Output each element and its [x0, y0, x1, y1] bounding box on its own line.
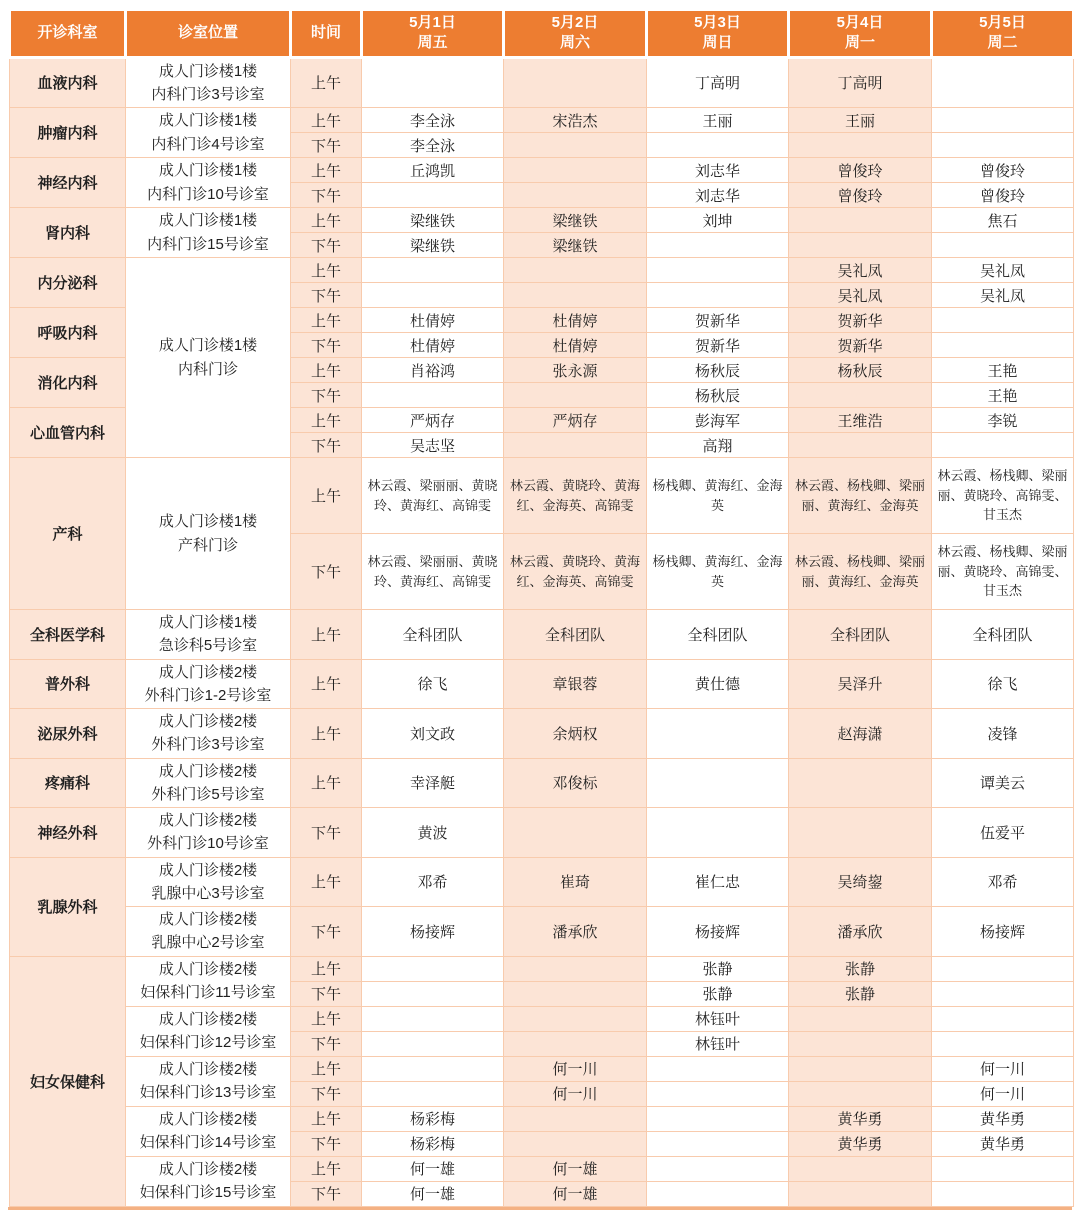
table-row: [10, 956, 1074, 981]
time-cell: 上午: [291, 1056, 362, 1081]
schedule-cell: 曾俊玲: [932, 158, 1074, 183]
table-row: [10, 709, 1074, 759]
table-row: [10, 758, 1074, 808]
table-row: [10, 1156, 1074, 1181]
schedule-cell: [789, 208, 932, 233]
header-location: [126, 10, 291, 58]
schedule-cell: [362, 258, 504, 283]
header-row: [10, 10, 1074, 58]
schedule-cell: 李全泳: [362, 133, 504, 158]
department-cell: 神经外科: [10, 808, 126, 858]
schedule-cell: [647, 258, 789, 283]
department-cell: 普外科: [10, 659, 126, 709]
schedule-cell: [647, 808, 789, 858]
schedule-cell: 林云霞、杨栈卿、梁丽丽、黄晓玲、高锦雯、甘玉杰: [932, 534, 1074, 610]
time-cell: 下午: [291, 1081, 362, 1106]
schedule-cell: 王维浩: [789, 408, 932, 433]
schedule-cell: 刘坤: [647, 208, 789, 233]
schedule-cell: 黄华勇: [789, 1131, 932, 1156]
schedule-cell: 黄仕德: [647, 659, 789, 709]
header-day-4: 5月4日 周一: [789, 10, 932, 58]
schedule-cell: 王丽: [789, 108, 932, 133]
time-cell: 下午: [291, 1131, 362, 1156]
schedule-cell: [504, 808, 647, 858]
schedule-cell: [932, 1156, 1074, 1181]
schedule-cell: [932, 133, 1074, 158]
header-day-3: 5月3日 周日: [647, 10, 789, 58]
schedule-cell: 严炳存: [362, 408, 504, 433]
schedule-cell: [647, 709, 789, 759]
schedule-cell: [362, 956, 504, 981]
time-cell: 上午: [291, 358, 362, 383]
schedule-cell: 焦石: [932, 208, 1074, 233]
location-cell: 成人门诊楼2楼 妇保科门诊14号诊室: [126, 1106, 291, 1156]
schedule-cell: 黄华勇: [932, 1106, 1074, 1131]
schedule-cell: [647, 1156, 789, 1181]
schedule-table-wrap: [8, 8, 1072, 1210]
schedule-cell: [789, 383, 932, 408]
department-cell: 肾内科: [10, 208, 126, 258]
department-cell: 内分泌科: [10, 258, 126, 308]
schedule-cell: 张静: [789, 981, 932, 1006]
schedule-cell: 张静: [647, 956, 789, 981]
location-cell: 成人门诊楼1楼 内科门诊3号诊室: [126, 57, 291, 108]
schedule-cell: 王艳: [932, 383, 1074, 408]
department-cell: 呼吸内科: [10, 308, 126, 358]
schedule-cell: [362, 383, 504, 408]
schedule-cell: [647, 233, 789, 258]
location-cell: 成人门诊楼2楼 外科门诊5号诊室: [126, 758, 291, 808]
schedule-cell: 杨秋辰: [647, 383, 789, 408]
schedule-cell: 吴礼凤: [932, 258, 1074, 283]
schedule-cell: 全科团队: [932, 610, 1074, 660]
schedule-cell: 杨栈卿、黄海红、金海英: [647, 534, 789, 610]
schedule-cell: 杨接辉: [932, 907, 1074, 957]
schedule-cell: [362, 283, 504, 308]
schedule-cell: 林云霞、杨栈卿、梁丽丽、黄晓玲、高锦雯、甘玉杰: [932, 458, 1074, 534]
schedule-cell: 黄华勇: [932, 1131, 1074, 1156]
table-row: [10, 659, 1074, 709]
header-department: [10, 10, 126, 58]
schedule-cell: 吴志坚: [362, 433, 504, 458]
table-header: [10, 10, 1074, 58]
schedule-cell: 何一雄: [504, 1156, 647, 1181]
schedule-cell: [362, 981, 504, 1006]
header-department-label: 开诊科室: [37, 24, 98, 42]
schedule-cell: 彭海军: [647, 408, 789, 433]
table-row: [10, 857, 1074, 907]
location-cell: 成人门诊楼2楼 妇保科门诊15号诊室: [126, 1156, 291, 1206]
schedule-cell: 高翔: [647, 433, 789, 458]
schedule-cell: 林云霞、梁丽丽、黄晓玲、黄海红、高锦雯: [362, 534, 504, 610]
schedule-cell: 杨秋辰: [647, 358, 789, 383]
schedule-cell: 赵海潇: [789, 709, 932, 759]
schedule-cell: 林云霞、梁丽丽、黄晓玲、黄海红、高锦雯: [362, 458, 504, 534]
header-location-label: 诊室位置: [177, 24, 238, 42]
time-cell: 下午: [291, 1031, 362, 1056]
schedule-cell: 黄波: [362, 808, 504, 858]
schedule-cell: [932, 981, 1074, 1006]
schedule-cell: 谭美云: [932, 758, 1074, 808]
department-cell: 乳腺外科: [10, 857, 126, 956]
time-cell: 上午: [291, 857, 362, 907]
time-cell: 下午: [291, 283, 362, 308]
location-cell: 成人门诊楼1楼 内科门诊: [126, 258, 291, 458]
schedule-cell: [504, 981, 647, 1006]
location-cell: 成人门诊楼1楼 内科门诊10号诊室: [126, 158, 291, 208]
location-cell: 成人门诊楼2楼 乳腺中心2号诊室: [126, 907, 291, 957]
schedule-cell: 丘鸿凯: [362, 158, 504, 183]
time-cell: 上午: [291, 408, 362, 433]
schedule-cell: 林钰叶: [647, 1006, 789, 1031]
department-cell: 肿瘤内科: [10, 108, 126, 158]
schedule-cell: 丁高明: [647, 57, 789, 108]
schedule-cell: [932, 956, 1074, 981]
schedule-cell: [647, 133, 789, 158]
schedule-cell: 张静: [789, 956, 932, 981]
department-cell: 神经内科: [10, 158, 126, 208]
location-cell: 成人门诊楼2楼 妇保科门诊13号诊室: [126, 1056, 291, 1106]
schedule-cell: [504, 158, 647, 183]
schedule-cell: 贺新华: [789, 333, 932, 358]
schedule-cell: 林云霞、黄晓玲、黄海红、金海英、高锦雯: [504, 534, 647, 610]
schedule-cell: [504, 1131, 647, 1156]
schedule-cell: 杨接辉: [362, 907, 504, 957]
table-row: [10, 907, 1074, 957]
location-cell: 成人门诊楼2楼 乳腺中心3号诊室: [126, 857, 291, 907]
schedule-cell: 何一川: [504, 1056, 647, 1081]
schedule-cell: 林云霞、杨栈卿、梁丽丽、黄海红、金海英: [789, 458, 932, 534]
schedule-cell: [647, 758, 789, 808]
schedule-cell: [932, 57, 1074, 108]
schedule-cell: [504, 956, 647, 981]
schedule-cell: [504, 1031, 647, 1056]
schedule-cell: 杜倩婷: [362, 308, 504, 333]
schedule-cell: [647, 1181, 789, 1206]
department-cell: 血液内科: [10, 57, 126, 108]
schedule-cell: 何一雄: [362, 1156, 504, 1181]
schedule-cell: 贺新华: [647, 308, 789, 333]
schedule-cell: [932, 1031, 1074, 1056]
table-row: [10, 1106, 1074, 1131]
schedule-cell: [647, 1056, 789, 1081]
schedule-cell: 李全泳: [362, 108, 504, 133]
schedule-cell: 何一雄: [362, 1181, 504, 1206]
schedule-cell: [932, 1006, 1074, 1031]
location-cell: 成人门诊楼1楼 内科门诊15号诊室: [126, 208, 291, 258]
schedule-cell: [789, 1081, 932, 1106]
schedule-cell: 邓俊标: [504, 758, 647, 808]
time-cell: 上午: [291, 1106, 362, 1131]
schedule-cell: 章银蓉: [504, 659, 647, 709]
schedule-cell: 杜倩婷: [504, 333, 647, 358]
time-cell: 下午: [291, 981, 362, 1006]
schedule-cell: 吴绮鋆: [789, 857, 932, 907]
schedule-cell: [789, 1181, 932, 1206]
schedule-cell: 贺新华: [789, 308, 932, 333]
schedule-cell: [932, 1181, 1074, 1206]
schedule-cell: [504, 183, 647, 208]
schedule-cell: 刘志华: [647, 183, 789, 208]
time-cell: 下午: [291, 133, 362, 158]
schedule-cell: [362, 1081, 504, 1106]
time-cell: 下午: [291, 534, 362, 610]
schedule-cell: [789, 133, 932, 158]
schedule-cell: 梁继铁: [362, 233, 504, 258]
schedule-cell: 幸泽艇: [362, 758, 504, 808]
schedule-cell: 曾俊玲: [932, 183, 1074, 208]
time-cell: 上午: [291, 709, 362, 759]
department-cell: 泌尿外科: [10, 709, 126, 759]
schedule-cell: 邓希: [932, 857, 1074, 907]
schedule-cell: 张静: [647, 981, 789, 1006]
schedule-cell: [932, 233, 1074, 258]
schedule-cell: 王丽: [647, 108, 789, 133]
schedule-cell: 杨栈卿、黄海红、金海英: [647, 458, 789, 534]
schedule-cell: 刘文政: [362, 709, 504, 759]
schedule-cell: 吴礼凤: [789, 258, 932, 283]
schedule-cell: [504, 283, 647, 308]
schedule-cell: [932, 333, 1074, 358]
schedule-cell: [504, 133, 647, 158]
schedule-cell: [789, 1156, 932, 1181]
schedule-cell: 吴礼凤: [932, 283, 1074, 308]
time-cell: 下午: [291, 1181, 362, 1206]
time-cell: 上午: [291, 1156, 362, 1181]
schedule-cell: 潘承欣: [504, 907, 647, 957]
table-row: [10, 458, 1074, 534]
schedule-cell: [789, 808, 932, 858]
time-cell: 下午: [291, 808, 362, 858]
time-cell: 上午: [291, 1006, 362, 1031]
schedule-cell: 杜倩婷: [362, 333, 504, 358]
schedule-cell: 林云霞、杨栈卿、梁丽丽、黄海红、金海英: [789, 534, 932, 610]
location-cell: 成人门诊楼2楼 妇保科门诊12号诊室: [126, 1006, 291, 1056]
table-row: [10, 208, 1074, 233]
schedule-cell: [789, 433, 932, 458]
schedule-cell: 吴礼凤: [789, 283, 932, 308]
schedule-cell: [504, 258, 647, 283]
schedule-cell: [932, 308, 1074, 333]
table-row: [10, 57, 1074, 108]
schedule-cell: 崔仁忠: [647, 857, 789, 907]
schedule-cell: 张永源: [504, 358, 647, 383]
header-day-2: 5月2日 周六: [504, 10, 647, 58]
schedule-cell: 杨彩梅: [362, 1106, 504, 1131]
schedule-cell: 全科团队: [647, 610, 789, 660]
location-cell: 成人门诊楼2楼 妇保科门诊11号诊室: [126, 956, 291, 1006]
time-cell: 上午: [291, 108, 362, 133]
schedule-table: [8, 8, 1075, 1207]
header-time-label: 时间: [310, 24, 341, 42]
table-row: [10, 610, 1074, 660]
schedule-cell: 何一雄: [504, 1181, 647, 1206]
schedule-cell: 杨彩梅: [362, 1131, 504, 1156]
schedule-cell: 杨秋辰: [789, 358, 932, 383]
time-cell: 上午: [291, 308, 362, 333]
schedule-cell: [789, 1006, 932, 1031]
department-cell: 全科医学科: [10, 610, 126, 660]
schedule-cell: 杜倩婷: [504, 308, 647, 333]
department-cell: 妇女保健科: [10, 956, 126, 1206]
schedule-cell: [362, 1056, 504, 1081]
schedule-cell: [789, 758, 932, 808]
schedule-cell: [789, 1056, 932, 1081]
time-cell: 上午: [291, 208, 362, 233]
schedule-cell: [504, 57, 647, 108]
schedule-cell: 全科团队: [362, 610, 504, 660]
location-cell: 成人门诊楼2楼 外科门诊3号诊室: [126, 709, 291, 759]
schedule-cell: 黄华勇: [789, 1106, 932, 1131]
header-day-5: 5月5日 周二: [932, 10, 1074, 58]
time-cell: 下午: [291, 233, 362, 258]
department-cell: 疼痛科: [10, 758, 126, 808]
schedule-cell: [932, 433, 1074, 458]
schedule-cell: [789, 1031, 932, 1056]
table-row: [10, 1006, 1074, 1031]
schedule-cell: [504, 1106, 647, 1131]
schedule-cell: [362, 1006, 504, 1031]
schedule-cell: [504, 1006, 647, 1031]
schedule-cell: 凌锋: [932, 709, 1074, 759]
schedule-cell: [362, 57, 504, 108]
schedule-cell: [647, 1081, 789, 1106]
location-cell: 成人门诊楼2楼 外科门诊10号诊室: [126, 808, 291, 858]
schedule-cell: 梁继铁: [504, 233, 647, 258]
schedule-cell: 宋浩杰: [504, 108, 647, 133]
time-cell: 上午: [291, 57, 362, 108]
schedule-cell: [932, 108, 1074, 133]
schedule-cell: [647, 1106, 789, 1131]
schedule-cell: [504, 433, 647, 458]
schedule-cell: 邓希: [362, 857, 504, 907]
location-cell: 成人门诊楼1楼 内科门诊4号诊室: [126, 108, 291, 158]
location-cell: 成人门诊楼1楼 产科门诊: [126, 458, 291, 610]
time-cell: 下午: [291, 433, 362, 458]
schedule-cell: [647, 1131, 789, 1156]
time-cell: 上午: [291, 458, 362, 534]
schedule-cell: 林云霞、黄晓玲、黄海红、金海英、高锦雯: [504, 458, 647, 534]
schedule-table-body: [10, 57, 1074, 1206]
schedule-cell: [789, 233, 932, 258]
schedule-cell: 徐飞: [932, 659, 1074, 709]
schedule-cell: 贺新华: [647, 333, 789, 358]
time-cell: 上午: [291, 158, 362, 183]
schedule-cell: 全科团队: [504, 610, 647, 660]
schedule-cell: 梁继铁: [362, 208, 504, 233]
schedule-cell: 何一川: [932, 1081, 1074, 1106]
department-cell: 消化内科: [10, 358, 126, 408]
schedule-cell: [504, 383, 647, 408]
schedule-cell: 余炳权: [504, 709, 647, 759]
schedule-cell: 杨接辉: [647, 907, 789, 957]
schedule-cell: 严炳存: [504, 408, 647, 433]
department-cell: 产科: [10, 458, 126, 610]
schedule-cell: [647, 283, 789, 308]
schedule-cell: 曾俊玲: [789, 183, 932, 208]
time-cell: 上午: [291, 659, 362, 709]
time-cell: 下午: [291, 907, 362, 957]
schedule-cell: 全科团队: [789, 610, 932, 660]
time-cell: 下午: [291, 333, 362, 358]
schedule-cell: 梁继铁: [504, 208, 647, 233]
schedule-cell: 刘志华: [647, 158, 789, 183]
schedule-cell: 吴泽升: [789, 659, 932, 709]
time-cell: 下午: [291, 383, 362, 408]
schedule-cell: [362, 183, 504, 208]
time-cell: 下午: [291, 183, 362, 208]
schedule-cell: 李锐: [932, 408, 1074, 433]
schedule-cell: [362, 1031, 504, 1056]
schedule-cell: 崔琦: [504, 857, 647, 907]
schedule-cell: 何一川: [504, 1081, 647, 1106]
schedule-cell: 林钰叶: [647, 1031, 789, 1056]
schedule-cell: 徐飞: [362, 659, 504, 709]
location-cell: 成人门诊楼2楼 外科门诊1-2号诊室: [126, 659, 291, 709]
schedule-cell: 潘承欣: [789, 907, 932, 957]
schedule-cell: 何一川: [932, 1056, 1074, 1081]
table-row: [10, 1056, 1074, 1081]
table-row: [10, 158, 1074, 183]
schedule-cell: 丁高明: [789, 57, 932, 108]
table-row: [10, 108, 1074, 133]
time-cell: 上午: [291, 758, 362, 808]
location-cell: 成人门诊楼1楼 急诊科5号诊室: [126, 610, 291, 660]
table-row: [10, 808, 1074, 858]
schedule-cell: 曾俊玲: [789, 158, 932, 183]
time-cell: 上午: [291, 956, 362, 981]
schedule-cell: 伍爱平: [932, 808, 1074, 858]
schedule-cell: 王艳: [932, 358, 1074, 383]
header-time: [291, 10, 362, 58]
time-cell: 上午: [291, 258, 362, 283]
header-day-1: 5月1日 周五: [362, 10, 504, 58]
department-cell: 心血管内科: [10, 408, 126, 458]
time-cell: 上午: [291, 610, 362, 660]
schedule-cell: 肖裕鸿: [362, 358, 504, 383]
table-row: [10, 258, 1074, 283]
